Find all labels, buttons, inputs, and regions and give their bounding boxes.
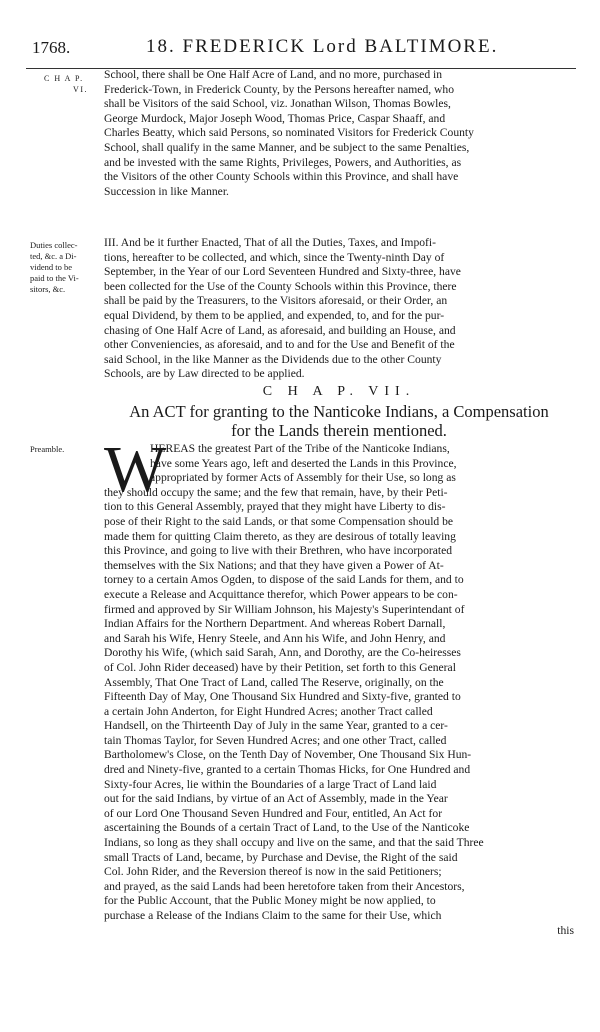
- chapter-heading: C H A P. VII.: [262, 384, 416, 399]
- text-line: execute a Release and Acquittance therefor, which Power appears to be con-: [104, 587, 458, 601]
- sidenote-duties: [30, 240, 92, 295]
- drop-cap: W: [104, 433, 167, 506]
- sidenote-line: paid to the Vi-: [30, 273, 79, 283]
- running-title: 18. FREDERICK Lord BALTIMORE.: [146, 36, 499, 57]
- text-line: have some Years ago, left and deserted the Lands in this Province,: [150, 456, 457, 470]
- text-line: of Col. John Rider deceased) have by their Petition, set forth to this General: [104, 660, 456, 674]
- text-line: for the Public Account, that the Public Money might be now applied, to: [104, 894, 436, 908]
- text-line: and Sarah his Wife, Henry Steele, and Ann his Wife, and John Henry, and: [104, 631, 446, 645]
- text-line: other Conveniencies, as aforesaid, and to and for the Use and Benefit of the: [104, 338, 455, 352]
- text-line: Sixty-four Acres, lie within the Boundaries of a large Tract of Land laid: [104, 777, 437, 791]
- text-line: School, there shall be One Half Acre of Land, and no more, purchased in: [104, 68, 443, 81]
- text-line: Handsell, on the Thirteenth Day of July in the same Year, granted to a cer-: [104, 719, 448, 733]
- text-line: Dorothy his Wife, (which said Sarah, Ann, and Dorothy, are the Co-heiresses: [104, 646, 461, 660]
- text-line: tions, hereafter to be collected, and which, since the Twenty-ninth Day of: [104, 250, 445, 264]
- text-line: they should occupy the same; and the few that remain, have, by their Peti-: [104, 485, 448, 499]
- act-title-line: An ACT for granting to the Nanticoke Indians, a Compensation: [129, 402, 549, 421]
- text-line: Indian Affairs for the Northern Department. And whereas Robert Darnall,: [104, 617, 446, 631]
- sidenote-line: Duties collec-: [30, 240, 78, 250]
- text-line: Bartholomew's Close, on the Tenth Day of November, One Thousand Six Hun-: [104, 748, 472, 762]
- page-header: [26, 34, 576, 69]
- text-line: shall be paid by the Treasurers, to the Visitors aforesaid, or their Order, an: [104, 294, 448, 308]
- text-line: Indians, so long as they shall occupy and live on the same, and that the said Three: [104, 836, 484, 850]
- text-line: the Visitors of the other County Schools within this Province, and shall have: [104, 170, 459, 184]
- text-line: small Tracts of Land, became, by Purchase and Devise, the Right of the said: [104, 850, 458, 864]
- text-line: tain Thomas Taylor, for Seven Hundred Acres; and one other Tract, called: [104, 733, 447, 747]
- text-line: Frederick-Town, in Frederick County, by the Persons hereafter named, who: [104, 82, 455, 96]
- text-line: torney to a certain Amos Ogden, to dispose of the said Lands for them, and to: [104, 573, 464, 587]
- text-line: Succession in like Manner.: [104, 184, 229, 198]
- text-line: chasing of One Half Acre of Land, as aforesaid, and building an House, and: [104, 323, 456, 337]
- text-line: and prayed, as the said Lands had been heretofore taken from their Ancestors,: [104, 879, 465, 893]
- text-line: ascertaining the Bounds of a certain Tract of Land, to the Use of the Nanticoke: [104, 821, 470, 835]
- text-line: made them for quitting Claim thereto, as they are desirous of totally leaving: [104, 529, 456, 543]
- text-line: purchase a Release of the Indians Claim to the same for their Use, which: [104, 909, 442, 922]
- text-line: Assembly, That One Tract of Land, called The Reserve, originally, on the: [104, 675, 444, 689]
- paragraph-school-visitors: [104, 68, 574, 199]
- text-line: pose of their Right to the said Lands, or that some Compensation should be: [104, 514, 454, 528]
- catchword: this: [557, 923, 574, 937]
- sidenote-line: vidend to be: [30, 262, 73, 272]
- text-line: Col. John Rider, and the Reversion thereof is now in the said Petitioners;: [104, 865, 442, 879]
- chapter-label-line: C H A P.: [44, 74, 84, 83]
- sidenote-line: sitors, &c.: [30, 284, 66, 294]
- text-line: III. And be it further Enacted, That of all the Duties, Taxes, and Impofi-: [104, 236, 436, 249]
- text-line: School, shall qualify in the same Manner, and be subject to the same Penalties,: [104, 140, 470, 154]
- text-line: a certain John Anderton, for Eight Hundred Acres; another Tract called: [104, 704, 433, 718]
- text-line: firmed and approved by Sir William Johnson, his Majesty's Superintendant of: [104, 602, 465, 616]
- text-line: tion to this General Assembly, prayed that they might have Liberty to dis-: [104, 500, 446, 514]
- text-line: Schools, are by Law directed to be applied.: [104, 367, 305, 381]
- text-line: out for the said Indians, by virtue of an Act of Assembly, made in the Year: [104, 792, 448, 806]
- text-line: been collected for the Use of the County Schools within this Province, there: [104, 279, 457, 293]
- text-line: Fifteenth Day of May, One Thousand Six Hundred and Sixty-five, granted to: [104, 690, 461, 704]
- chapter-label-line: VI.: [73, 85, 88, 94]
- sidenote-preamble: Preamble.: [30, 444, 65, 454]
- text-line: appropriated by former Acts of Assembly for their Use, so long as: [150, 471, 456, 485]
- text-line: HEREAS the greatest Part of the Tribe of the Nanticoke Indians,: [150, 442, 450, 455]
- page-year: 1768.: [32, 38, 71, 57]
- text-line: this Province, and going to live with their Brethren, who have incorporated: [104, 544, 453, 558]
- text-line: Charles Beatty, which said Persons, so nominated Visitors for Frederick County: [104, 126, 474, 140]
- text-line: of our Lord One Thousand Seven Hundred and Four, entitled, An Act for: [104, 806, 443, 820]
- text-line: said School, in the like Manner as the Dividends due to the other County: [104, 352, 442, 366]
- paragraph-preamble: [104, 433, 574, 938]
- chapter-margin-label: [44, 73, 88, 95]
- text-line: September, in the Year of our Lord Seventeen Hundred and Sixty-three, have: [104, 265, 461, 279]
- text-line: themselves with the Six Nations; and that they have given a Power of At-: [104, 558, 444, 572]
- act-title-line: for the Lands therein mentioned.: [231, 421, 447, 440]
- sidenote-line: ted, &c. a Di-: [30, 251, 77, 261]
- text-line: equal Dividend, by them to be applied, and expended, to, and for the pur-: [104, 308, 445, 322]
- text-line: dred and Ninety-five, granted to a certain Thomas Hicks, for One Hundred and: [104, 763, 471, 777]
- text-line: George Murdock, Major Joseph Wood, Thomas Price, Caspar Shaaff, and: [104, 111, 446, 125]
- act-title: [104, 402, 574, 440]
- text-line: and be invested with the same Rights, Privileges, Powers, and Authorities, as: [104, 155, 462, 169]
- text-line: shall be Visitors of the said School, viz. Jonathan Wilson, Thomas Bowles,: [104, 97, 451, 111]
- paragraph-duties-dividend: [104, 236, 574, 382]
